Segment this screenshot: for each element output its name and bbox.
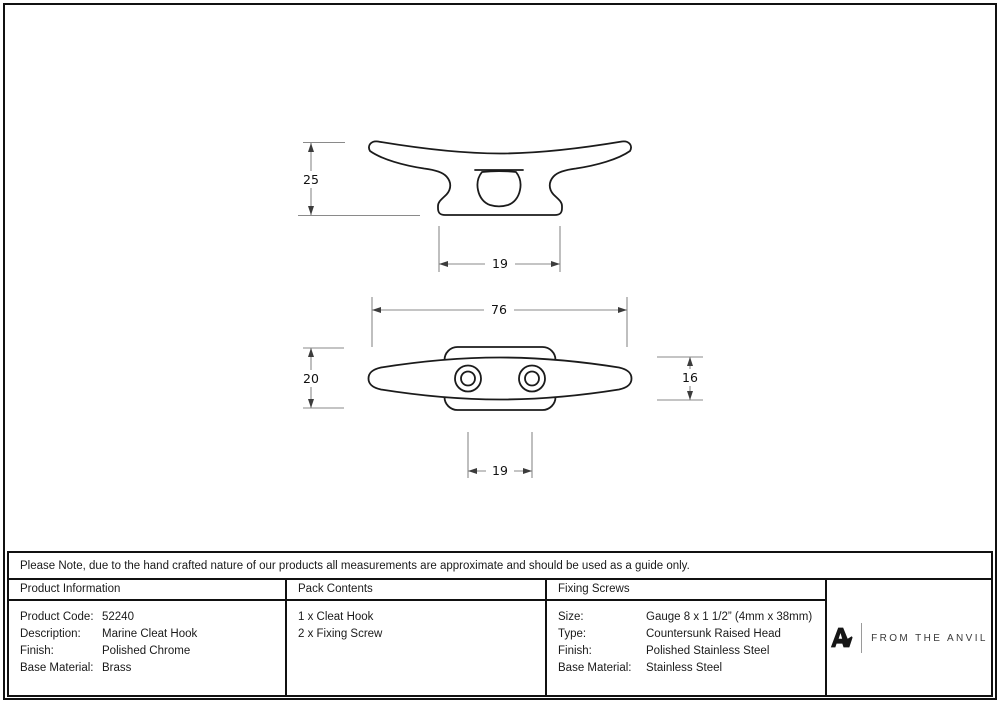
fixing-screws-header: Fixing Screws (547, 580, 825, 601)
spec-table (7, 580, 993, 697)
spec-value: Countersunk Raised Head (646, 628, 781, 640)
pack-contents-column (287, 580, 547, 695)
dimension-16 (657, 357, 703, 400)
spec-label: Product Code: (20, 611, 94, 623)
spec-label: Size: (558, 611, 584, 623)
top-hole-spacing-label: 19 (492, 463, 508, 478)
spec-value: Marine Cleat Hook (102, 628, 198, 640)
pack-item: 2 x Fixing Screw (298, 628, 383, 640)
side-height-label: 25 (303, 172, 319, 187)
spec-label: Base Material: (20, 662, 94, 674)
anvil-a-icon (830, 625, 853, 650)
spec-row (20, 626, 285, 643)
spec-row (20, 660, 285, 677)
spec-row (558, 660, 825, 677)
top-view (299, 297, 703, 479)
spec-value: Stainless Steel (646, 662, 723, 674)
side-base-length-label: 19 (492, 256, 508, 271)
spec-value: Polished Stainless Steel (646, 645, 770, 657)
spec-label: Description: (20, 628, 81, 640)
spec-value: Brass (102, 662, 132, 674)
logo-divider (861, 623, 862, 653)
spec-value: 52240 (102, 611, 134, 623)
right-screw-hole-inner (525, 372, 539, 386)
dimension-20 (299, 348, 344, 408)
spec-label: Base Material: (558, 662, 632, 674)
info-block (7, 551, 993, 697)
note-text: Please Note, due to the hand crafted nature of our products all measurements are approximate and should be used as a guide only. (20, 559, 690, 572)
side-view (298, 141, 631, 272)
pack-contents-header: Pack Contents (287, 580, 545, 601)
note-strip (7, 551, 993, 580)
dimension-76 (372, 297, 627, 347)
top-length-label: 76 (491, 302, 507, 317)
spec-row (558, 626, 825, 643)
spec-row (20, 643, 285, 660)
fixing-screws-column (547, 580, 827, 695)
spec-value: Gauge 8 x 1 1/2” (4mm x 38mm) (646, 611, 813, 623)
spec-label: Finish: (20, 645, 54, 657)
left-screw-hole-inner (461, 372, 475, 386)
brand-cell (827, 580, 991, 695)
cleat-top-outline (369, 358, 632, 400)
top-end-width-label: 16 (682, 370, 698, 385)
spec-label: Finish: (558, 645, 592, 657)
cleat-side-center-hole (477, 171, 520, 206)
spec-row (558, 609, 825, 626)
spec-row (558, 643, 825, 660)
spec-value: Polished Chrome (102, 645, 191, 657)
spec-row (20, 609, 285, 626)
spec-label: Type: (558, 628, 587, 640)
dimension-19-base (439, 226, 560, 272)
product-information-column (9, 580, 287, 695)
brand-logo (830, 623, 988, 653)
dimension-19-holes (468, 432, 532, 479)
brand-name: FROM THE ANVIL (871, 632, 988, 644)
top-width-label: 20 (303, 371, 319, 386)
product-information-header: Product Information (9, 580, 285, 601)
pack-item: 1 x Cleat Hook (298, 611, 374, 623)
